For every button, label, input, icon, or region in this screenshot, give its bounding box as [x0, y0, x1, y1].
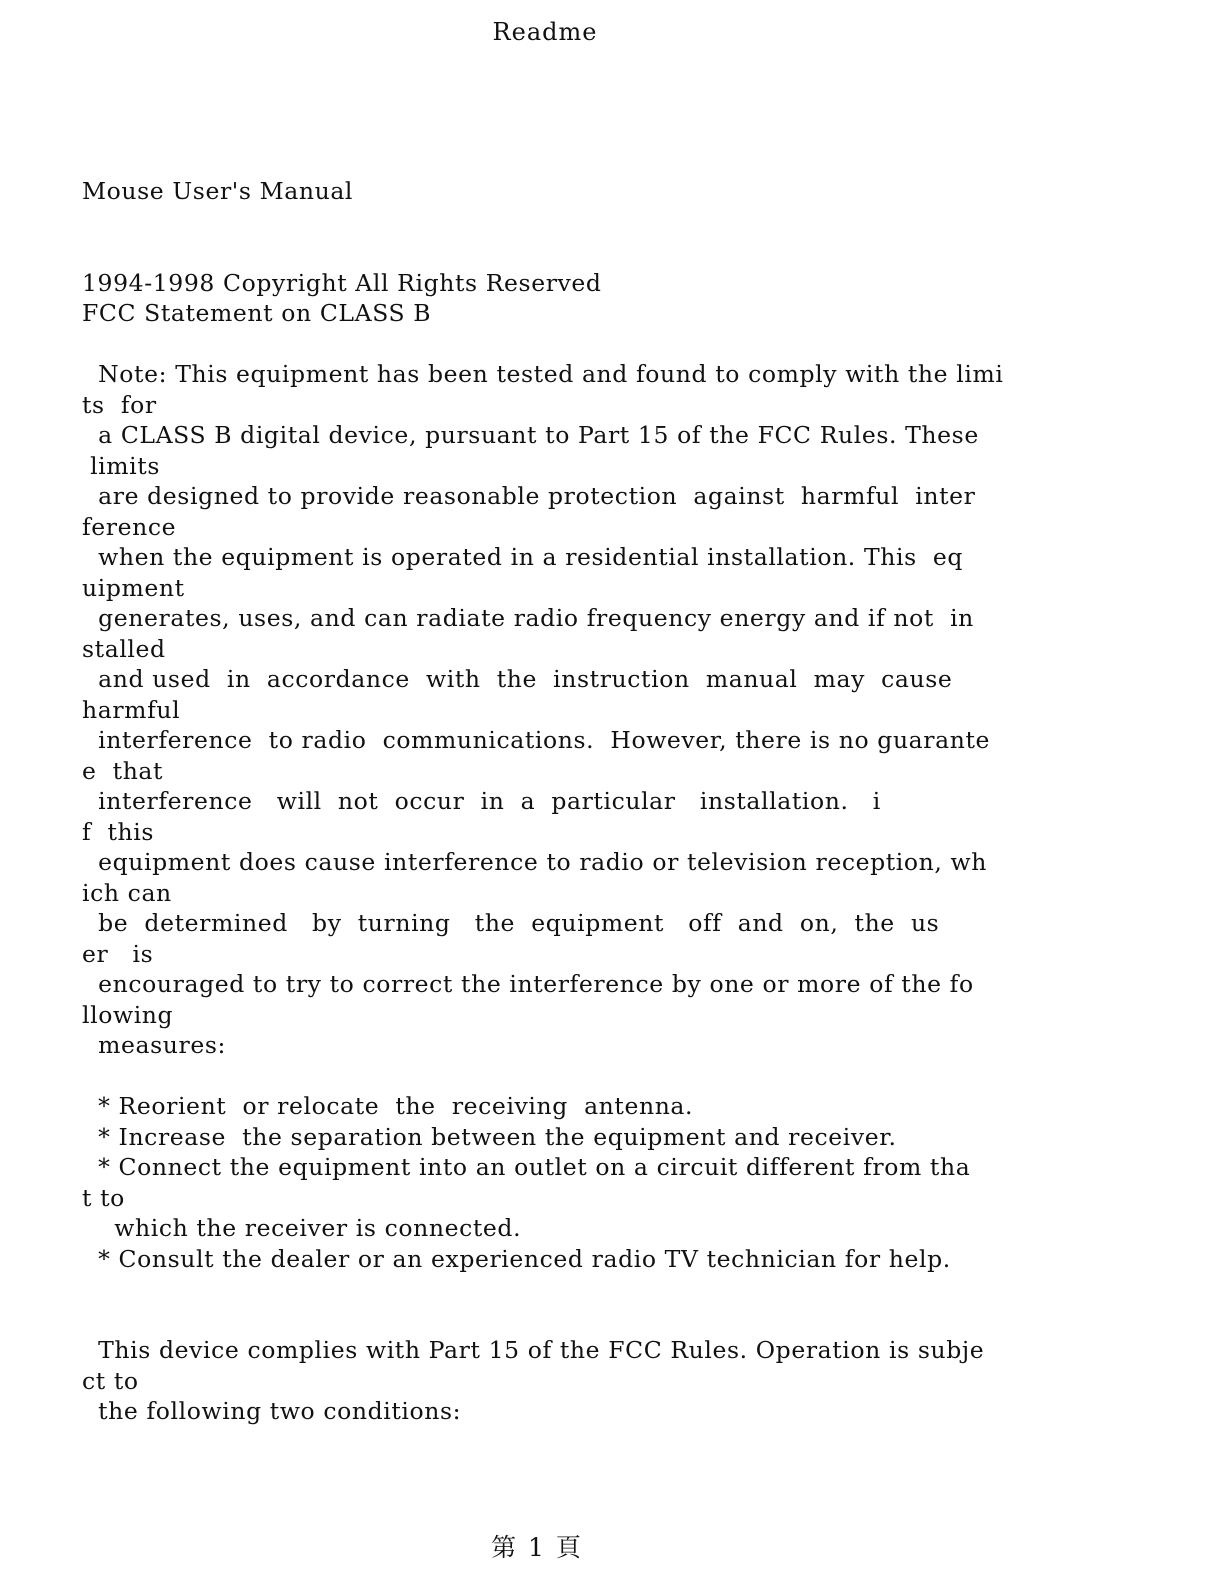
text-line: generates, uses, and can radiate radio frequency energy and if not in [82, 604, 974, 632]
text-line: * Connect the equipment into an outlet on a circuit different from tha [82, 1153, 971, 1181]
text-line: a CLASS B digital device, pursuant to Part 15 of the FCC Rules. These [82, 421, 979, 449]
text-line: * Reorient or relocate the receiving antenna. [82, 1092, 694, 1120]
text-line: 1994-1998 Copyright All Rights Reserved [82, 268, 602, 297]
text-line [82, 329, 1082, 360]
text-line [82, 207, 1082, 238]
text-line: and used in accordance with the instruction manual may cause [82, 665, 953, 693]
text-line: the following two conditions: [82, 1397, 462, 1425]
text-line: ich can [82, 878, 172, 907]
text-line: ts for [82, 390, 157, 419]
text-line: interference will not occur in a particular installation. i [82, 787, 881, 815]
text-line: are designed to provide reasonable protection against harmful inter [82, 482, 976, 510]
text-line: stalled [82, 634, 166, 663]
text-line: harmful [82, 695, 181, 724]
text-line: ct to [82, 1366, 139, 1395]
text-line: measures: [82, 1031, 227, 1059]
text-line: FCC Statement on CLASS B [82, 299, 432, 327]
text-line: llowing [82, 1000, 174, 1029]
text-line: be determined by turning the equipment off and on, the us [82, 909, 940, 937]
text-line: ference [82, 512, 177, 541]
text-line [82, 237, 1082, 268]
text-line: interference to radio communications. However, there is no guarante [82, 726, 991, 754]
page-footer: 第 1 頁 [491, 1533, 583, 1562]
page-header: Readme [492, 18, 598, 46]
text-line: limits [82, 451, 161, 480]
text-line: Mouse User's Manual [82, 177, 354, 205]
text-line: e that [82, 756, 164, 785]
text-line: This device complies with Part 15 of the FCC Rules. Operation is subje [82, 1336, 985, 1364]
text-line: when the equipment is operated in a residential installation. This eq [82, 543, 964, 571]
text-line: which the receiver is connected. [82, 1214, 522, 1242]
text-line: * Increase the separation between the equipment and receiver. [82, 1122, 897, 1151]
document-body [82, 176, 1082, 1427]
text-line: t to [82, 1183, 125, 1212]
text-line: encouraged to try to correct the interference by one or more of the fo [82, 970, 974, 998]
text-line [82, 1274, 1082, 1305]
text-line: equipment does cause interference to radio or television reception, wh [82, 848, 987, 876]
text-line: Note: This equipment has been tested and found to comply with the limi [82, 360, 1004, 388]
text-line: uipment [82, 573, 185, 602]
text-line: * Consult the dealer or an experienced radio TV technician for help. [82, 1244, 951, 1273]
text-line [82, 1061, 1082, 1092]
text-line: f this [82, 817, 154, 846]
text-line [82, 1305, 1082, 1336]
text-line: er is [82, 939, 154, 968]
